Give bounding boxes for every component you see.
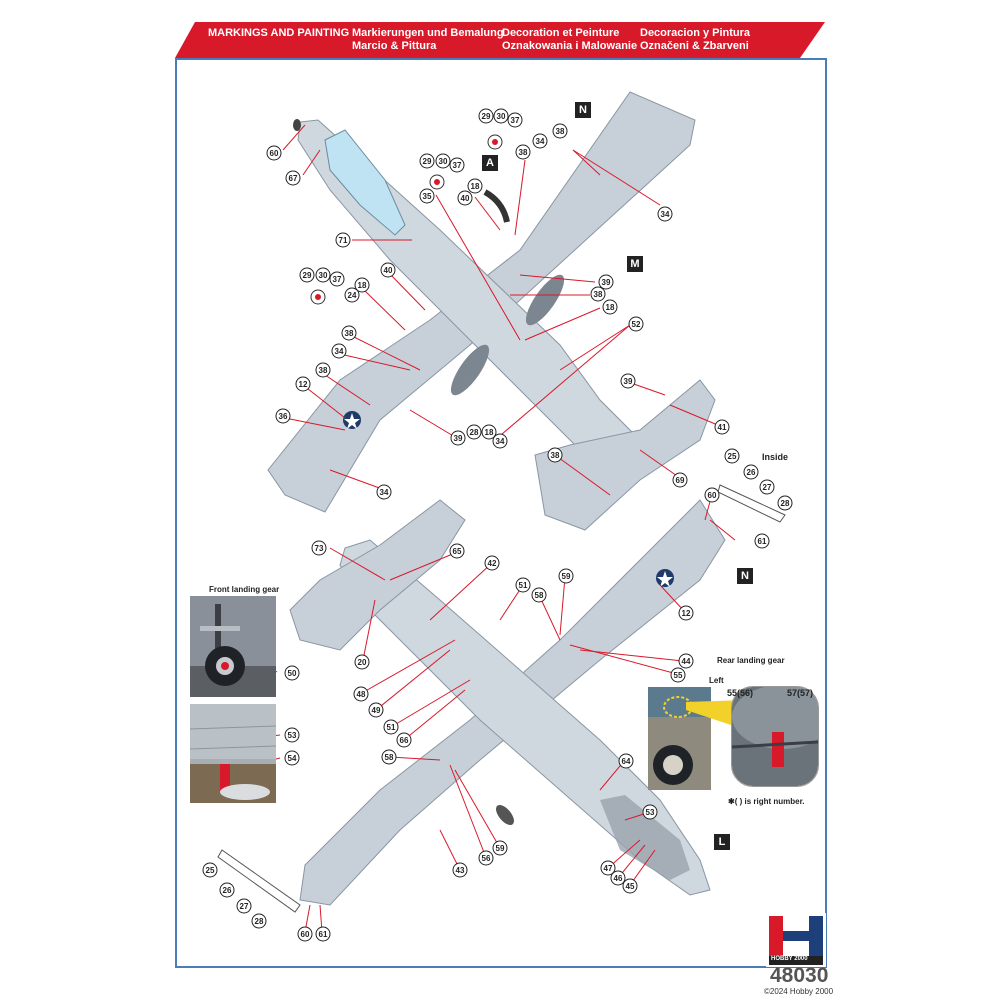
gear-door-lower-left <box>218 850 300 912</box>
header-col3-line1: Decoration et Peinture <box>502 27 620 39</box>
svg-text:34: 34 <box>379 488 389 497</box>
top-view-nose-probe <box>293 119 301 131</box>
svg-text:29: 29 <box>422 157 432 166</box>
callout-71: 71 <box>338 236 348 245</box>
view-letter-a: A <box>482 155 498 171</box>
svg-text:24: 24 <box>347 291 357 300</box>
kit-number: 48030 <box>770 964 829 987</box>
svg-text:65: 65 <box>452 547 462 556</box>
svg-text:34: 34 <box>660 210 670 219</box>
rear-callout-55-56: 55(56) <box>727 688 754 698</box>
inside-label: Inside <box>762 452 789 462</box>
svg-text:73: 73 <box>314 544 324 553</box>
svg-text:12: 12 <box>298 380 308 389</box>
svg-text:18: 18 <box>605 303 615 312</box>
svg-text:58: 58 <box>384 753 394 762</box>
svg-text:40: 40 <box>383 266 393 275</box>
view-letter-l: L <box>714 834 730 850</box>
view-letter-m: M <box>627 256 643 272</box>
svg-text:28: 28 <box>254 917 264 926</box>
svg-text:28: 28 <box>780 499 790 508</box>
copyright: ©2024 Hobby 2000 <box>764 987 834 996</box>
svg-text:28: 28 <box>469 428 479 437</box>
svg-text:56: 56 <box>481 854 491 863</box>
svg-text:64: 64 <box>621 757 631 766</box>
svg-text:60: 60 <box>300 930 310 939</box>
svg-text:49: 49 <box>371 706 381 715</box>
svg-text:61: 61 <box>318 930 328 939</box>
front-gear-photo <box>190 596 276 697</box>
svg-text:44: 44 <box>681 657 691 666</box>
logo-text: HOBBY 2000 <box>771 956 808 962</box>
right-number-note: ✱( ) is right number. <box>728 797 805 806</box>
svg-text:51: 51 <box>518 581 528 590</box>
svg-text:29: 29 <box>481 112 491 121</box>
bottom-view-pod <box>493 802 518 828</box>
svg-text:38: 38 <box>593 290 603 299</box>
rear-gear-zoom-photo <box>731 686 819 787</box>
svg-text:26: 26 <box>222 886 232 895</box>
svg-text:53: 53 <box>645 808 655 817</box>
gear-detail-photo <box>190 704 276 803</box>
callout-60: 60 <box>269 149 279 158</box>
svg-text:60: 60 <box>707 491 717 500</box>
view-letter-n-bottom: N <box>737 568 753 584</box>
svg-text:42: 42 <box>487 559 497 568</box>
svg-text:53: 53 <box>287 731 297 740</box>
svg-text:34: 34 <box>334 347 344 356</box>
svg-text:27: 27 <box>239 902 249 911</box>
svg-text:37: 37 <box>510 116 520 125</box>
svg-text:30: 30 <box>496 112 506 121</box>
svg-text:38: 38 <box>344 329 354 338</box>
svg-text:25: 25 <box>205 866 215 875</box>
svg-text:38: 38 <box>555 127 565 136</box>
svg-text:37: 37 <box>452 161 462 170</box>
svg-text:38: 38 <box>518 148 528 157</box>
svg-text:18: 18 <box>470 182 480 191</box>
svg-text:51: 51 <box>386 723 396 732</box>
header-col2-line2: Marcio & Pittura <box>352 40 437 52</box>
header-col4-line2: Označeni & Zbarveni <box>640 40 749 52</box>
svg-text:50: 50 <box>287 669 297 678</box>
top-view-cheek-marking <box>485 192 507 222</box>
svg-text:45: 45 <box>625 882 635 891</box>
svg-text:66: 66 <box>399 736 409 745</box>
svg-text:47: 47 <box>603 864 613 873</box>
svg-text:59: 59 <box>495 844 505 853</box>
svg-text:25: 25 <box>727 452 737 461</box>
front-gear-title: Front landing gear <box>209 585 280 594</box>
svg-text:39: 39 <box>601 278 611 287</box>
svg-text:61: 61 <box>757 537 767 546</box>
svg-text:39: 39 <box>453 434 463 443</box>
rear-gear-left-label: Left <box>709 676 724 685</box>
svg-text:46: 46 <box>613 874 623 883</box>
callout-67: 67 <box>288 174 298 183</box>
inside-gear-door <box>718 485 785 522</box>
svg-text:48: 48 <box>356 690 366 699</box>
header-col4-line1: Decoracion y Pintura <box>640 27 751 39</box>
svg-text:38: 38 <box>318 366 328 375</box>
svg-text:52: 52 <box>631 320 641 329</box>
svg-text:35: 35 <box>422 192 432 201</box>
svg-text:41: 41 <box>717 423 727 432</box>
svg-text:34: 34 <box>535 137 545 146</box>
svg-text:18: 18 <box>484 428 494 437</box>
svg-text:30: 30 <box>438 157 448 166</box>
svg-text:12: 12 <box>681 609 691 618</box>
header-col3-line2: Oznakowania i Malowanie <box>502 40 638 52</box>
view-letter-n-top: N <box>575 102 591 118</box>
svg-text:54: 54 <box>287 754 297 763</box>
svg-text:55: 55 <box>673 671 683 680</box>
svg-text:18: 18 <box>357 281 367 290</box>
rear-gear-title: Rear landing gear <box>717 656 785 665</box>
svg-text:36: 36 <box>278 412 288 421</box>
svg-text:29: 29 <box>302 271 312 280</box>
svg-text:20: 20 <box>357 658 367 667</box>
svg-text:38: 38 <box>550 451 560 460</box>
header-col1-line1: MARKINGS AND PAINTING <box>208 27 350 39</box>
svg-text:58: 58 <box>534 591 544 600</box>
svg-text:34: 34 <box>495 437 505 446</box>
rear-callout-57-57: 57(57) <box>787 688 814 698</box>
svg-text:27: 27 <box>762 483 772 492</box>
svg-text:39: 39 <box>623 377 633 386</box>
svg-text:30: 30 <box>318 271 328 280</box>
svg-text:43: 43 <box>455 866 465 875</box>
svg-text:69: 69 <box>675 476 685 485</box>
svg-text:37: 37 <box>332 275 342 284</box>
svg-text:26: 26 <box>746 468 756 477</box>
svg-text:40: 40 <box>460 194 470 203</box>
svg-text:59: 59 <box>561 572 571 581</box>
header-col2-line1: Markierungen und Bemalung <box>352 27 504 39</box>
